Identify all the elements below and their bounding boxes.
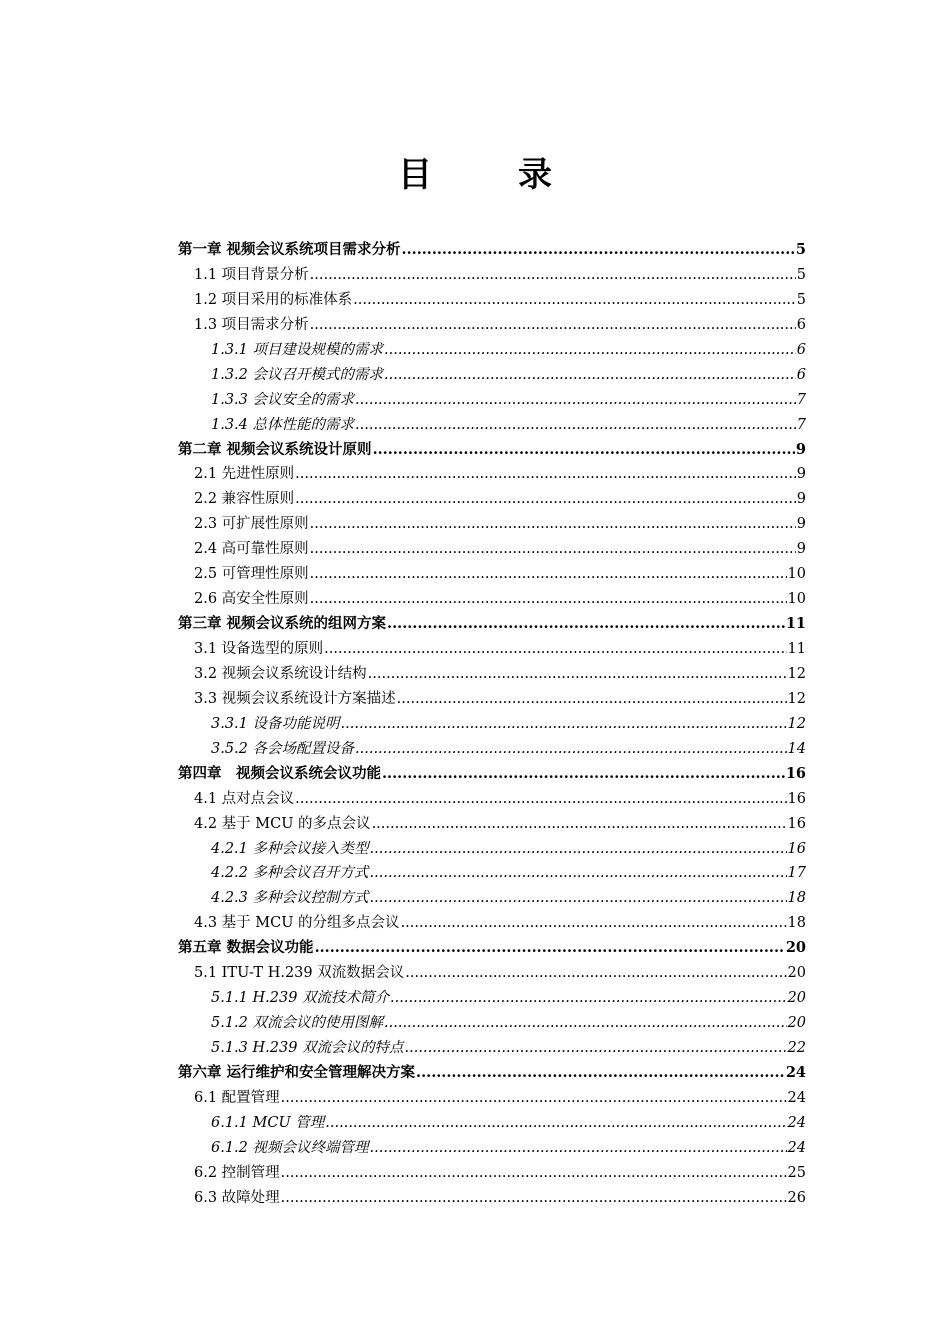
- toc-dot-leader: [384, 363, 796, 388]
- toc-page-number: 5: [795, 241, 806, 258]
- toc-dot-leader: [310, 263, 796, 288]
- toc-dot-leader: [324, 637, 786, 662]
- toc-page-number: 20: [787, 965, 806, 982]
- toc-entry-title: 2.2 兼容性原则: [194, 491, 295, 508]
- toc-entry[interactable]: [178, 238, 806, 263]
- toc-entry-title: 1.3.3 会议安全的需求: [211, 391, 355, 408]
- toc-page-number: 20: [785, 939, 806, 957]
- toc-entry[interactable]: [178, 1136, 806, 1161]
- toc-page-number: 25: [787, 1164, 806, 1181]
- toc-page-number: 9: [796, 491, 806, 508]
- toc-page-number: 16: [785, 764, 806, 782]
- toc-page-number: 20: [787, 990, 806, 1007]
- toc-dot-leader: [370, 837, 787, 862]
- toc-entry-title: 第二章 视频会议系统设计原则: [178, 440, 372, 458]
- toc-entry-title: 5.1.1 H.239 双流技术简介: [211, 990, 390, 1007]
- toc-entry[interactable]: [178, 1036, 806, 1061]
- toc-dot-leader: [372, 812, 787, 837]
- toc-page-number: 24: [785, 1063, 806, 1081]
- toc-entry[interactable]: [178, 338, 806, 363]
- toc-dot-leader: [405, 961, 786, 986]
- toc-entry[interactable]: [178, 612, 806, 637]
- toc-entry-title: 4.2.2 多种会议召开方式: [211, 865, 369, 882]
- toc-page-number: 26: [787, 1189, 806, 1206]
- toc-entry-title: 3.2 视频会议系统设计结构: [194, 665, 367, 682]
- toc-page-number: 20: [787, 1015, 806, 1032]
- toc-page-number: 17: [787, 865, 806, 882]
- toc-entry[interactable]: [178, 812, 806, 837]
- toc-dot-leader: [310, 562, 787, 587]
- toc-entry-title: 2.1 先进性原则: [194, 466, 295, 483]
- toc-dot-leader: [368, 662, 787, 687]
- toc-entry-title: 1.3 项目需求分析: [194, 316, 309, 333]
- toc-dot-leader: [370, 1136, 787, 1161]
- toc-entry[interactable]: [178, 1086, 806, 1111]
- toc-entry-title: 6.1.2 视频会议终端管理: [211, 1139, 369, 1156]
- toc-dot-leader: [384, 338, 796, 363]
- toc-page-number: 6: [796, 366, 806, 383]
- toc-page-number: 24: [787, 1139, 806, 1156]
- toc-page-number: 10: [787, 591, 806, 608]
- toc-entry[interactable]: [178, 263, 806, 288]
- toc-entry-title: 6.2 控制管理: [194, 1164, 280, 1181]
- toc-entry[interactable]: [178, 438, 806, 463]
- toc-entry[interactable]: [178, 288, 806, 313]
- toc-entry-title: 1.3.4 总体性能的需求: [211, 416, 355, 433]
- toc-entry[interactable]: [178, 936, 806, 961]
- toc-dot-leader: [341, 712, 787, 737]
- toc-page-number: 9: [796, 516, 806, 533]
- toc-dot-leader: [373, 438, 795, 463]
- toc-entry-title: 1.3.2 会议召开模式的需求: [211, 366, 384, 383]
- toc-page-number: 7: [796, 391, 806, 408]
- toc-dot-leader: [416, 1061, 785, 1086]
- toc-entry[interactable]: [178, 1061, 806, 1086]
- toc-entry-title: 第一章 视频会议系统项目需求分析: [178, 241, 401, 258]
- toc-entry-title: 第四章 视频会议系统会议功能: [178, 764, 381, 782]
- toc-entry-title: 4.1 点对点会议: [194, 790, 295, 807]
- toc-dot-leader: [384, 1011, 787, 1036]
- toc-entry-title: 第五章 数据会议功能: [178, 939, 314, 957]
- toc-page-number: 18: [787, 890, 806, 907]
- toc-entry-title: 3.1 设备选型的原则: [194, 641, 324, 657]
- toc-dot-leader: [405, 1036, 787, 1061]
- toc-page-number: 12: [787, 665, 806, 682]
- toc-entry[interactable]: [178, 537, 806, 562]
- toc-entry-title: 4.2.3 多种会议控制方式: [211, 890, 369, 907]
- toc-dot-leader: [355, 737, 787, 762]
- toc-page-number: 24: [787, 1089, 806, 1106]
- toc-entry-title: 2.3 可扩展性原则: [194, 516, 309, 533]
- toc-entry[interactable]: [178, 487, 806, 512]
- toc-entry[interactable]: [178, 886, 806, 911]
- toc-entry[interactable]: [178, 712, 806, 737]
- toc-entry[interactable]: [178, 787, 806, 812]
- toc-dot-leader: [281, 1086, 787, 1111]
- toc-list: [178, 238, 806, 1211]
- toc-page-number: 11: [787, 641, 806, 657]
- toc-dot-leader: [315, 936, 785, 961]
- toc-page-number: 14: [787, 740, 806, 757]
- toc-dot-leader: [295, 487, 796, 512]
- toc-entry-title: 第六章 运行维护和安全管理解决方案: [178, 1063, 416, 1081]
- toc-dot-leader: [370, 861, 787, 886]
- toc-entry-title: 4.2.1 多种会议接入类型: [211, 840, 369, 857]
- toc-entry-title: 1.1 项目背景分析: [194, 266, 309, 283]
- toc-entry[interactable]: [178, 687, 806, 712]
- toc-page-number: 10: [787, 566, 806, 583]
- toc-page-number: 7: [796, 416, 806, 433]
- toc-entry-title: 2.5 可管理性原则: [194, 566, 309, 583]
- toc-dot-leader: [281, 1186, 787, 1211]
- toc-page-number: 12: [787, 690, 806, 707]
- toc-page-number: 5: [796, 266, 806, 283]
- toc-entry-title: 4.3 基于 MCU 的分组多点会议: [194, 915, 400, 932]
- toc-entry-title: 6.3 故障处理: [194, 1189, 280, 1206]
- toc-dot-leader: [370, 886, 787, 911]
- toc-dot-leader: [402, 238, 795, 263]
- toc-entry[interactable]: [178, 986, 806, 1011]
- toc-dot-leader: [397, 687, 787, 712]
- toc-dot-leader: [355, 388, 796, 413]
- toc-dot-leader: [325, 1111, 786, 1136]
- toc-entry-title: 1.2 项目采用的标准体系: [194, 291, 353, 308]
- toc-page-number: 5: [796, 291, 806, 308]
- toc-page-number: 9: [796, 541, 806, 558]
- toc-entry[interactable]: [178, 911, 806, 936]
- toc-entry[interactable]: [178, 313, 806, 338]
- toc-page-number: 9: [795, 440, 806, 458]
- toc-entry-title: 6.1.1 MCU 管理: [211, 1114, 325, 1131]
- toc-dot-leader: [390, 986, 787, 1011]
- toc-entry[interactable]: [178, 413, 806, 438]
- toc-entry-title: 5.1 ITU-T H.239 双流数据会议: [194, 965, 405, 982]
- toc-entry[interactable]: [178, 562, 806, 587]
- toc-entry[interactable]: [178, 737, 806, 762]
- toc-dot-leader: [353, 288, 796, 313]
- toc-dot-leader: [295, 462, 796, 487]
- toc-page-number: 18: [787, 915, 806, 932]
- toc-dot-leader: [382, 762, 785, 787]
- toc-dot-leader: [310, 537, 796, 562]
- toc-entry-title: 3.3.1 设备功能说明: [211, 715, 340, 732]
- toc-entry[interactable]: [178, 1111, 806, 1136]
- toc-entry-title: 第三章 视频会议系统的组网方案: [178, 615, 387, 633]
- toc-dot-leader: [310, 512, 796, 537]
- toc-entry[interactable]: [178, 1161, 806, 1186]
- toc-page-number: 16: [787, 790, 806, 807]
- toc-page-number: 9: [796, 466, 806, 483]
- toc-entry-title: 3.3 视频会议系统设计方案描述: [194, 690, 396, 707]
- toc-entry-title: 1.3.1 项目建设规模的需求: [211, 341, 384, 358]
- toc-entry[interactable]: [178, 662, 806, 687]
- toc-dot-leader: [295, 787, 786, 812]
- toc-page-number: 6: [796, 316, 806, 333]
- toc-entry[interactable]: [178, 462, 806, 487]
- toc-page-number: 24: [787, 1114, 806, 1131]
- toc-dot-leader: [401, 911, 787, 936]
- toc-entry-title: 4.2 基于 MCU 的多点会议: [194, 815, 371, 832]
- toc-entry-title: 5.1.3 H.239 双流会议的特点: [211, 1040, 404, 1056]
- toc-dot-leader: [310, 313, 796, 338]
- toc-dot-leader: [310, 587, 787, 612]
- toc-dot-leader: [387, 612, 785, 637]
- toc-entry-title: 3.5.2 各会场配置设备: [211, 740, 355, 757]
- toc-entry[interactable]: [178, 363, 806, 388]
- toc-page-number: 16: [787, 840, 806, 857]
- toc-entry-title: 6.1 配置管理: [194, 1089, 280, 1106]
- toc-entry[interactable]: [178, 512, 806, 537]
- toc-page-number: 16: [787, 815, 806, 832]
- toc-entry[interactable]: [178, 587, 806, 612]
- toc-title: 目 录: [398, 155, 578, 195]
- toc-entry[interactable]: [178, 1011, 806, 1036]
- toc-entry-title: 2.4 高可靠性原则: [194, 541, 309, 558]
- toc-entry-title: 5.1.2 双流会议的使用图解: [211, 1015, 384, 1032]
- toc-page-number: 11: [785, 615, 806, 633]
- toc-page-number: 22: [787, 1040, 806, 1056]
- toc-entry[interactable]: [178, 637, 806, 662]
- toc-entry[interactable]: [178, 1186, 806, 1211]
- toc-entry-title: 2.6 高安全性原则: [194, 591, 309, 608]
- toc-page-number: 6: [796, 341, 806, 358]
- toc-entry[interactable]: [178, 861, 806, 886]
- toc-entry[interactable]: [178, 762, 806, 787]
- toc-entry[interactable]: [178, 961, 806, 986]
- toc-dot-leader: [355, 413, 796, 438]
- toc-entry[interactable]: [178, 388, 806, 413]
- toc-entry[interactable]: [178, 837, 806, 862]
- toc-page-number: 12: [787, 715, 806, 732]
- toc-dot-leader: [281, 1161, 787, 1186]
